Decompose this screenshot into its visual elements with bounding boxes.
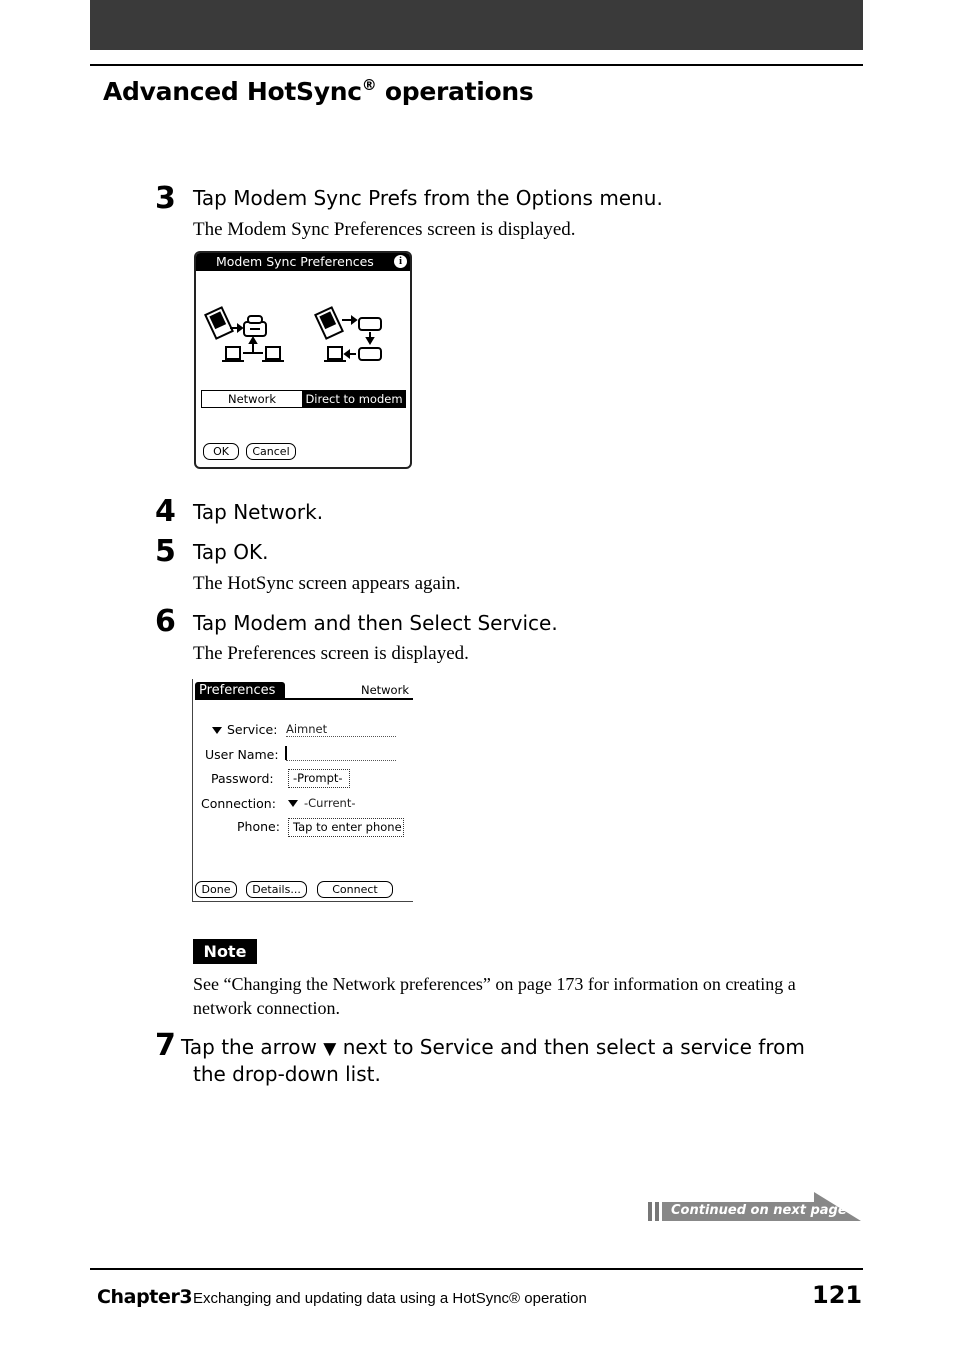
step-text: Tap the arrow ▼ next to Service and then select a service from [181,1035,805,1059]
step-number: 7 [155,1028,176,1063]
note-text-line-2: network connection. [193,998,340,1018]
step-number: 4 [155,494,176,529]
network-preferences-screen [192,679,413,902]
header-bar [90,0,863,50]
cancel-button[interactable]: Cancel [246,443,296,460]
step-description: The HotSync screen appears again. [193,573,461,594]
network-option[interactable]: Network [201,390,303,408]
screen-title: Modem Sync Preferences [196,253,410,271]
sync-diagram-icon [196,298,410,378]
service-label: Service: [227,722,278,737]
details-button[interactable]: Details... [246,881,307,898]
step-text: Tap Modem and then Select Service. [193,611,558,635]
step-description: The Modem Sync Preferences screen is displayed. [193,219,576,240]
category-picker[interactable]: Network [360,683,409,697]
step-number: 5 [155,534,176,569]
continued-label: Continued on next page [671,1203,847,1218]
service-dropdown-arrow-icon[interactable] [212,727,222,734]
password-label: Password: [211,771,274,786]
direct-to-modem-option[interactable]: Direct to modem [302,390,406,408]
step-number: 6 [155,604,176,639]
username-field[interactable] [286,760,396,761]
title-rule [195,698,413,700]
step-text: Tap Modem Sync Prefs from the Options menu. [193,186,663,210]
phone-label: Phone: [237,819,280,834]
info-icon[interactable]: i [394,255,407,268]
service-underline [286,736,396,737]
dropdown-arrow-icon: ▼ [323,1039,337,1059]
username-label: User Name: [205,747,279,762]
service-value[interactable]: Aimnet [286,722,328,736]
modem-sync-preferences-screen [194,251,412,469]
step-text-continued: the drop-down list. [193,1062,381,1086]
preferences-tab: Preferences [195,682,285,699]
footer-description: Exchanging and updating data using a HotSync® operation [193,1290,587,1307]
header-rule [90,64,863,66]
step-text: Tap Network. [193,500,324,524]
page-number: 121 [812,1281,863,1309]
step-description: The Preferences screen is displayed. [193,643,469,664]
section-title: Advanced HotSync® operations [103,76,534,106]
text-cursor [285,746,287,760]
footer-chapter: Chapter3 [97,1286,193,1308]
ok-button[interactable]: OK [203,443,239,460]
continued-banner [646,1192,862,1222]
step-text: Tap OK. [193,540,269,564]
connection-dropdown-arrow-icon[interactable] [288,800,298,807]
phone-field[interactable]: Tap to enter phone [288,818,404,837]
footer-rule [90,1268,863,1270]
step-number: 3 [155,181,176,216]
done-button[interactable]: Done [195,881,237,898]
password-field[interactable]: -Prompt- [288,769,350,788]
note-text-line-1: See “Changing the Network preferences” on page 173 for information on creating a [193,974,796,994]
connection-label: Connection: [201,796,276,811]
connect-button[interactable]: Connect [317,881,393,898]
connection-value[interactable]: -Current- [304,796,356,810]
note-badge: Note [193,939,257,964]
